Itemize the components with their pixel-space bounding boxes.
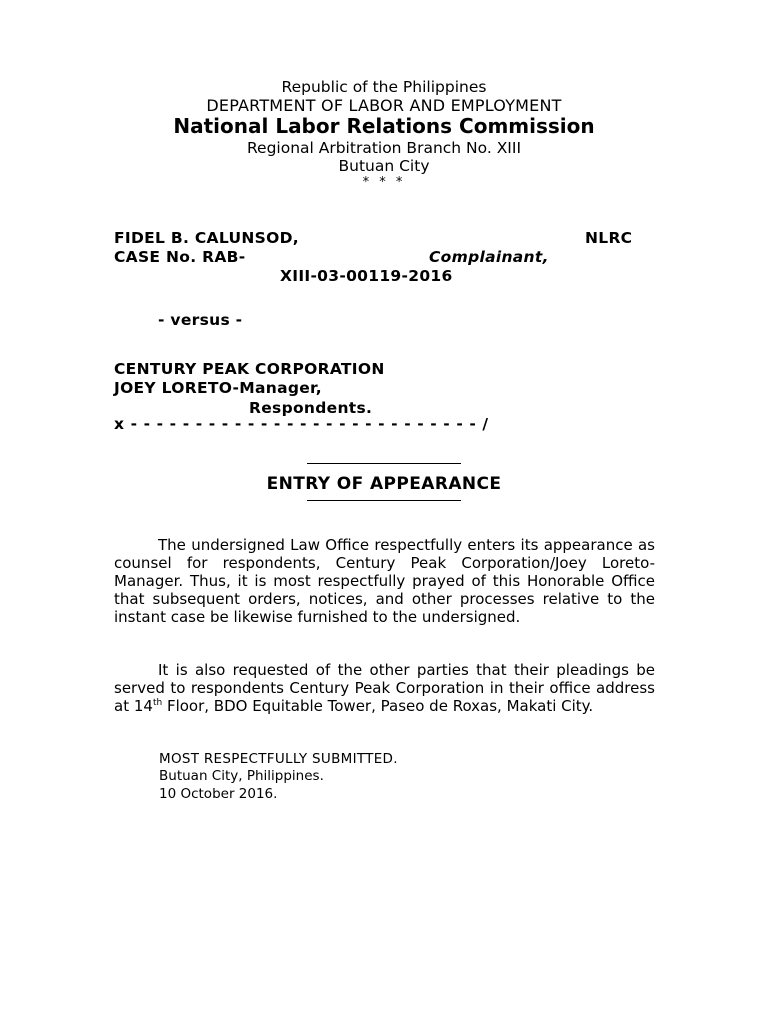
- closing-place: Butuan City, Philippines.: [159, 768, 324, 784]
- complainant-name: FIDEL B. CALUNSOD,: [114, 229, 299, 247]
- header-branch: Regional Arbitration Branch No. XIII: [246, 139, 522, 157]
- paragraph-2-text-after: Floor, BDO Equitable Tower, Paseo de Roxas, Makati City.: [162, 696, 594, 715]
- versus-label: - versus -: [158, 311, 243, 329]
- header-city: Butuan City: [338, 157, 430, 175]
- closing-submitted: MOST RESPECTFULLY SUBMITTED.: [159, 751, 398, 767]
- case-label: CASE No. RAB-: [114, 248, 246, 266]
- header-commission: National Labor Relations Commission: [173, 114, 595, 138]
- nlrc-label: NLRC: [585, 229, 633, 247]
- paragraph-2-text-before: It is also requested of the other parties that their pleadings be served to respondents Century Peak Corporation in their office address at 14: [114, 661, 655, 715]
- ordinal-suffix: th: [152, 697, 163, 708]
- closing-date: 10 October 2016.: [159, 786, 278, 802]
- header-republic: Republic of the Philippines: [281, 78, 487, 96]
- document-title: ENTRY OF APPEARANCE: [266, 474, 502, 494]
- respondent-manager: JOEY LORETO-Manager,: [114, 379, 322, 397]
- case-number: XIII-03-00119-2016: [280, 267, 453, 285]
- title-rule-top: [307, 463, 461, 464]
- header-department: DEPARTMENT OF LABOR AND EMPLOYMENT: [206, 96, 562, 115]
- title-rule-bottom: [307, 500, 461, 501]
- caption-closing-line: x - - - - - - - - - - - - - - - - - - - - - - - - - - - /: [114, 415, 489, 433]
- complainant-role: Complainant,: [429, 248, 549, 266]
- respondent-corporation: CENTURY PEAK CORPORATION: [114, 360, 385, 378]
- body-paragraph-2: [114, 662, 655, 716]
- respondents-role: Respondents.: [249, 399, 373, 417]
- header-separator: * * *: [362, 175, 406, 190]
- body-paragraph-1: The undersigned Law Office respectfully enters its appearance as counsel for respondents, Century Peak Corporation/Joey Loreto-Manager. Thus, it is most respectfully prayed of this Honorable Office that subsequent orders, notices, and other processes relative to the instant case be likewise furnished to the undersigned.: [114, 536, 655, 626]
